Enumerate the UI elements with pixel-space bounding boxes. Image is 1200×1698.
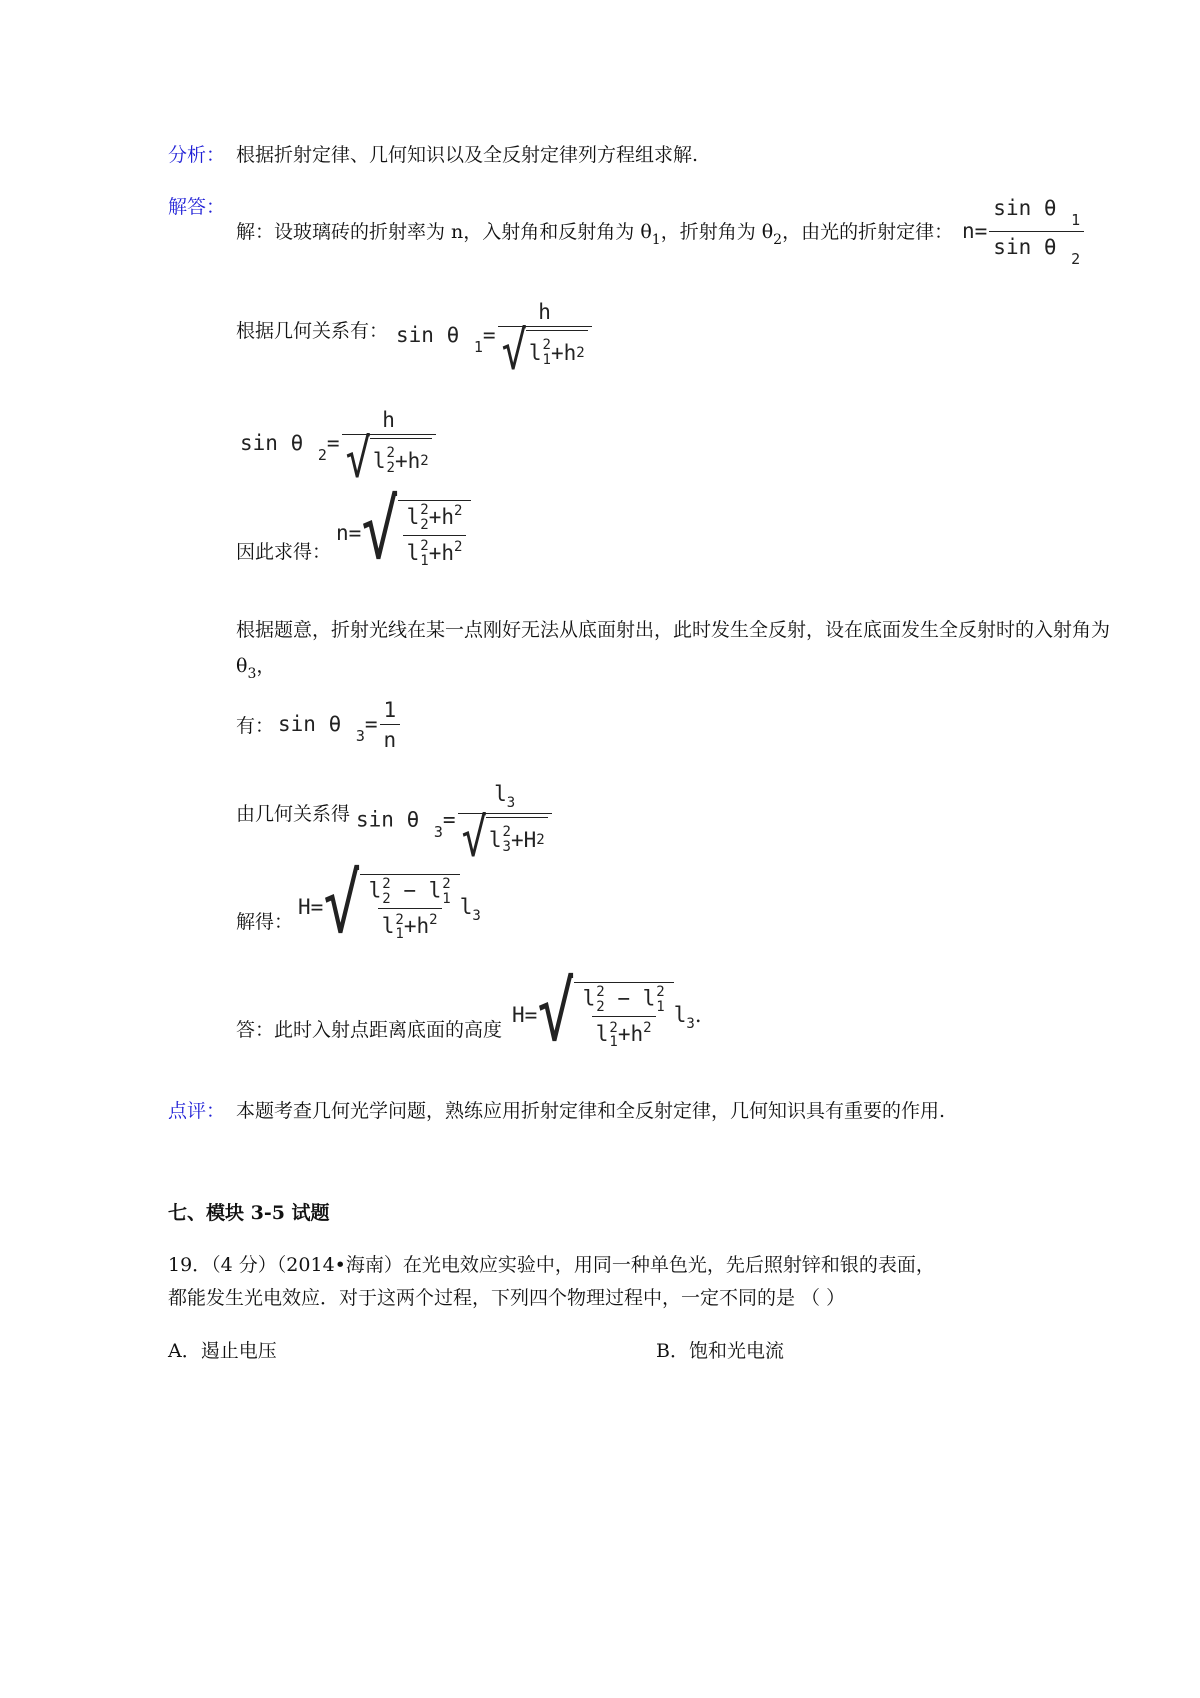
critical-angle-theta3: $\theta_3$， — [236, 655, 276, 682]
comment-text: 本题考查几何光学问题，熟练应用折射定律和全反射定律，几何知识具有重要的作用. — [236, 1100, 946, 1122]
analysis-text: 根据折射定律、几何知识以及全反射定律列方程组求解. — [236, 144, 699, 166]
section-heading: 七、模块 3-5 试题 — [168, 1202, 330, 1224]
answer-label: 解答： — [168, 196, 226, 218]
formula-sin-theta3-inverse-n: sin θ $_3$= $\frac{1}{n}$ — [278, 698, 402, 752]
comment-label: 点评： — [168, 1100, 226, 1122]
analysis-label: 分析： — [168, 144, 226, 166]
final-answer-prefix: 答：此时入射点距离底面的高度 — [236, 1019, 503, 1041]
solve-prefix: 解得： — [236, 911, 294, 933]
have-prefix: 有： — [236, 715, 275, 737]
formula-H-solution: H= √ l 2 2 − l 2 1 l 2 1 $+h^2$ $l_3$ — [298, 855, 481, 951]
formula-sin-theta1: sin θ $_1$= h √ l 2 1 +h 2 — [396, 300, 594, 372]
answer-line1: 解：设玻璃砖的折射率为 n，入射角和反射角为 $\theta_1$，折射角为 $\theta_2$，由光的折射定律： — [236, 221, 954, 248]
option-a[interactable]: A．遏止电压 — [168, 1340, 277, 1362]
critical-angle-text: 根据题意，折射光线在某一点刚好无法从底面射出，此时发生全反射，设在底面发生全反射时的入射角为 — [236, 619, 1111, 641]
formula-sin-theta2: sin θ $_2$= h √ l 2 2 +h 2 — [240, 408, 438, 480]
option-b[interactable]: B．饱和光电流 — [656, 1340, 784, 1362]
geom1-prefix: 根据几何关系有： — [236, 320, 389, 342]
formula-snell-law: n= $\frac{\sin \theta _1}{\sin \theta _2}$ — [962, 196, 1086, 268]
question-line2: 都能发生光电效应．对于这两个过程，下列四个物理过程中，一定不同的是 （ ） — [168, 1287, 846, 1309]
geom3-prefix: 由几何关系得 — [236, 803, 351, 825]
question-line1: 19．（4 分）（2014•海南）在光电效应实验中，用同一种单色光，先后照射锌和银的表面， — [168, 1254, 935, 1276]
formula-sin-theta3-geometry: sin θ $_3$= $l_3$ √ l 2 3 +H 2 — [356, 782, 554, 859]
therefore-prefix: 因此求得： — [236, 541, 332, 563]
formula-H-final: H= √ l 2 2 − l 2 1 l 2 1 $+h^2$ $l_3$. — [512, 963, 702, 1059]
formula-n-result: n= √ l 2 2 $+h^2$ l 2 1 $+h^2$ — [336, 500, 471, 568]
